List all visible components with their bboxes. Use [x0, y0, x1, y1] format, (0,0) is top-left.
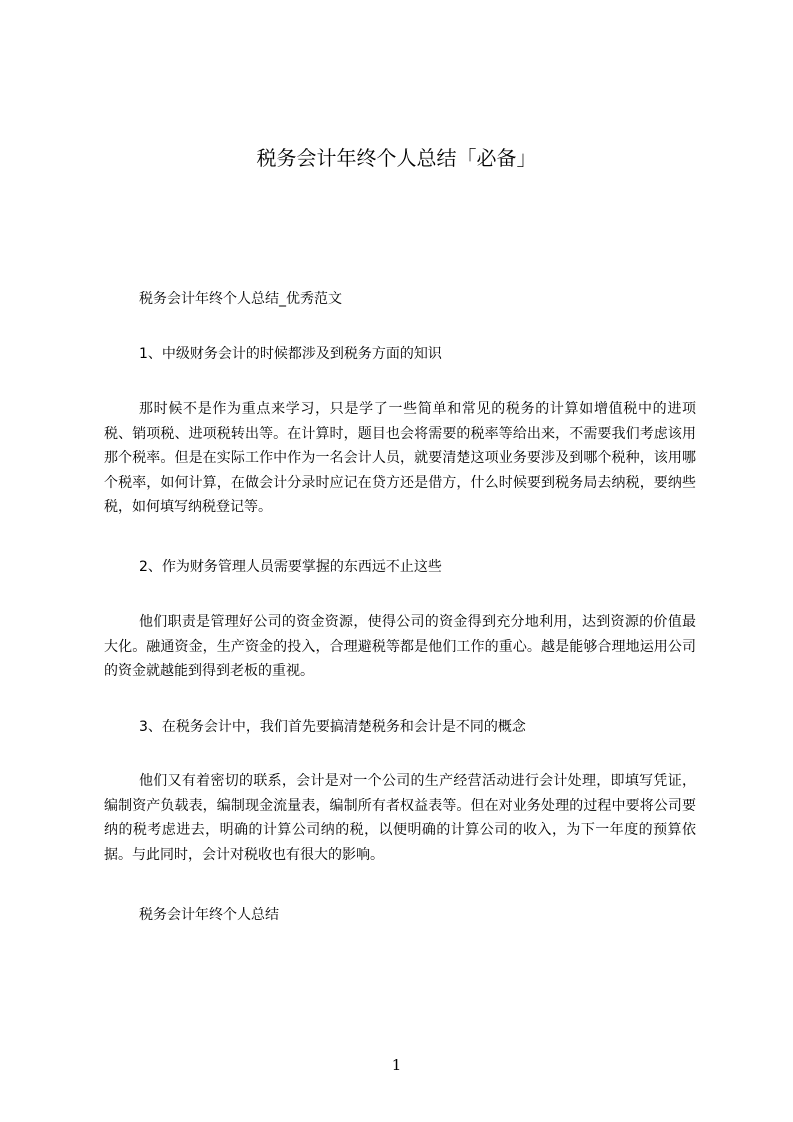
page-title: 税务会计年终个人总结「必备」: [256, 146, 537, 170]
section-1-body: 那时候不是作为重点来学习，只是学了一些简单和常见的税务的计算如增值税中的进项税、销项税、进项税转出等。在计算时，题目也会将需要的税率等给出来，不需要我们考虑该用那个税率。但是在实际工作中作为一名会计人员，就要清楚这项业务要涉及到哪个税种，该用哪个税率，如何计算，在做会计分录时应记在贷方还是借方，什么时候要到税务局去纳税，要纳些税，如何填写纳税登记等。: [104, 401, 696, 515]
section-2-body: 他们职责是管理好公司的资金资源，使得公司的资金得到充分地利用，达到资源的价值最大化。融通资金，生产资金的投入，合理避税等都是他们工作的重心。越是能够合理地运用公司的资金就越能到得到老板的重视。: [104, 614, 696, 679]
page-number: 1: [391, 1056, 402, 1074]
subtitle: 税务会计年终个人总结_优秀范文: [139, 291, 342, 307]
section-3-heading: 3、在税务会计中，我们首先要搞清楚税务和会计是不同的概念: [139, 719, 526, 735]
section-3-body: 他们又有着密切的联系，会计是对一个公司的生产经营活动进行会计处理，即填写凭证，编制资产负载表，编制现金流量表，编制所有者权益表等。但在对业务处理的过程中要将公司要纳的税考虑进去，明确的计算公司纳的税，以便明确的计算公司的收入，为下一年度的预算依据。与此同时，会计对税收也有很大的影响。: [104, 773, 696, 863]
section-1-heading: 1、中级财务会计的时候都涉及到税务方面的知识: [139, 346, 442, 362]
closing-line: 税务会计年终个人总结: [139, 907, 279, 923]
section-2-heading: 2、作为财务管理人员需要掌握的东西远不止这些: [139, 559, 442, 575]
